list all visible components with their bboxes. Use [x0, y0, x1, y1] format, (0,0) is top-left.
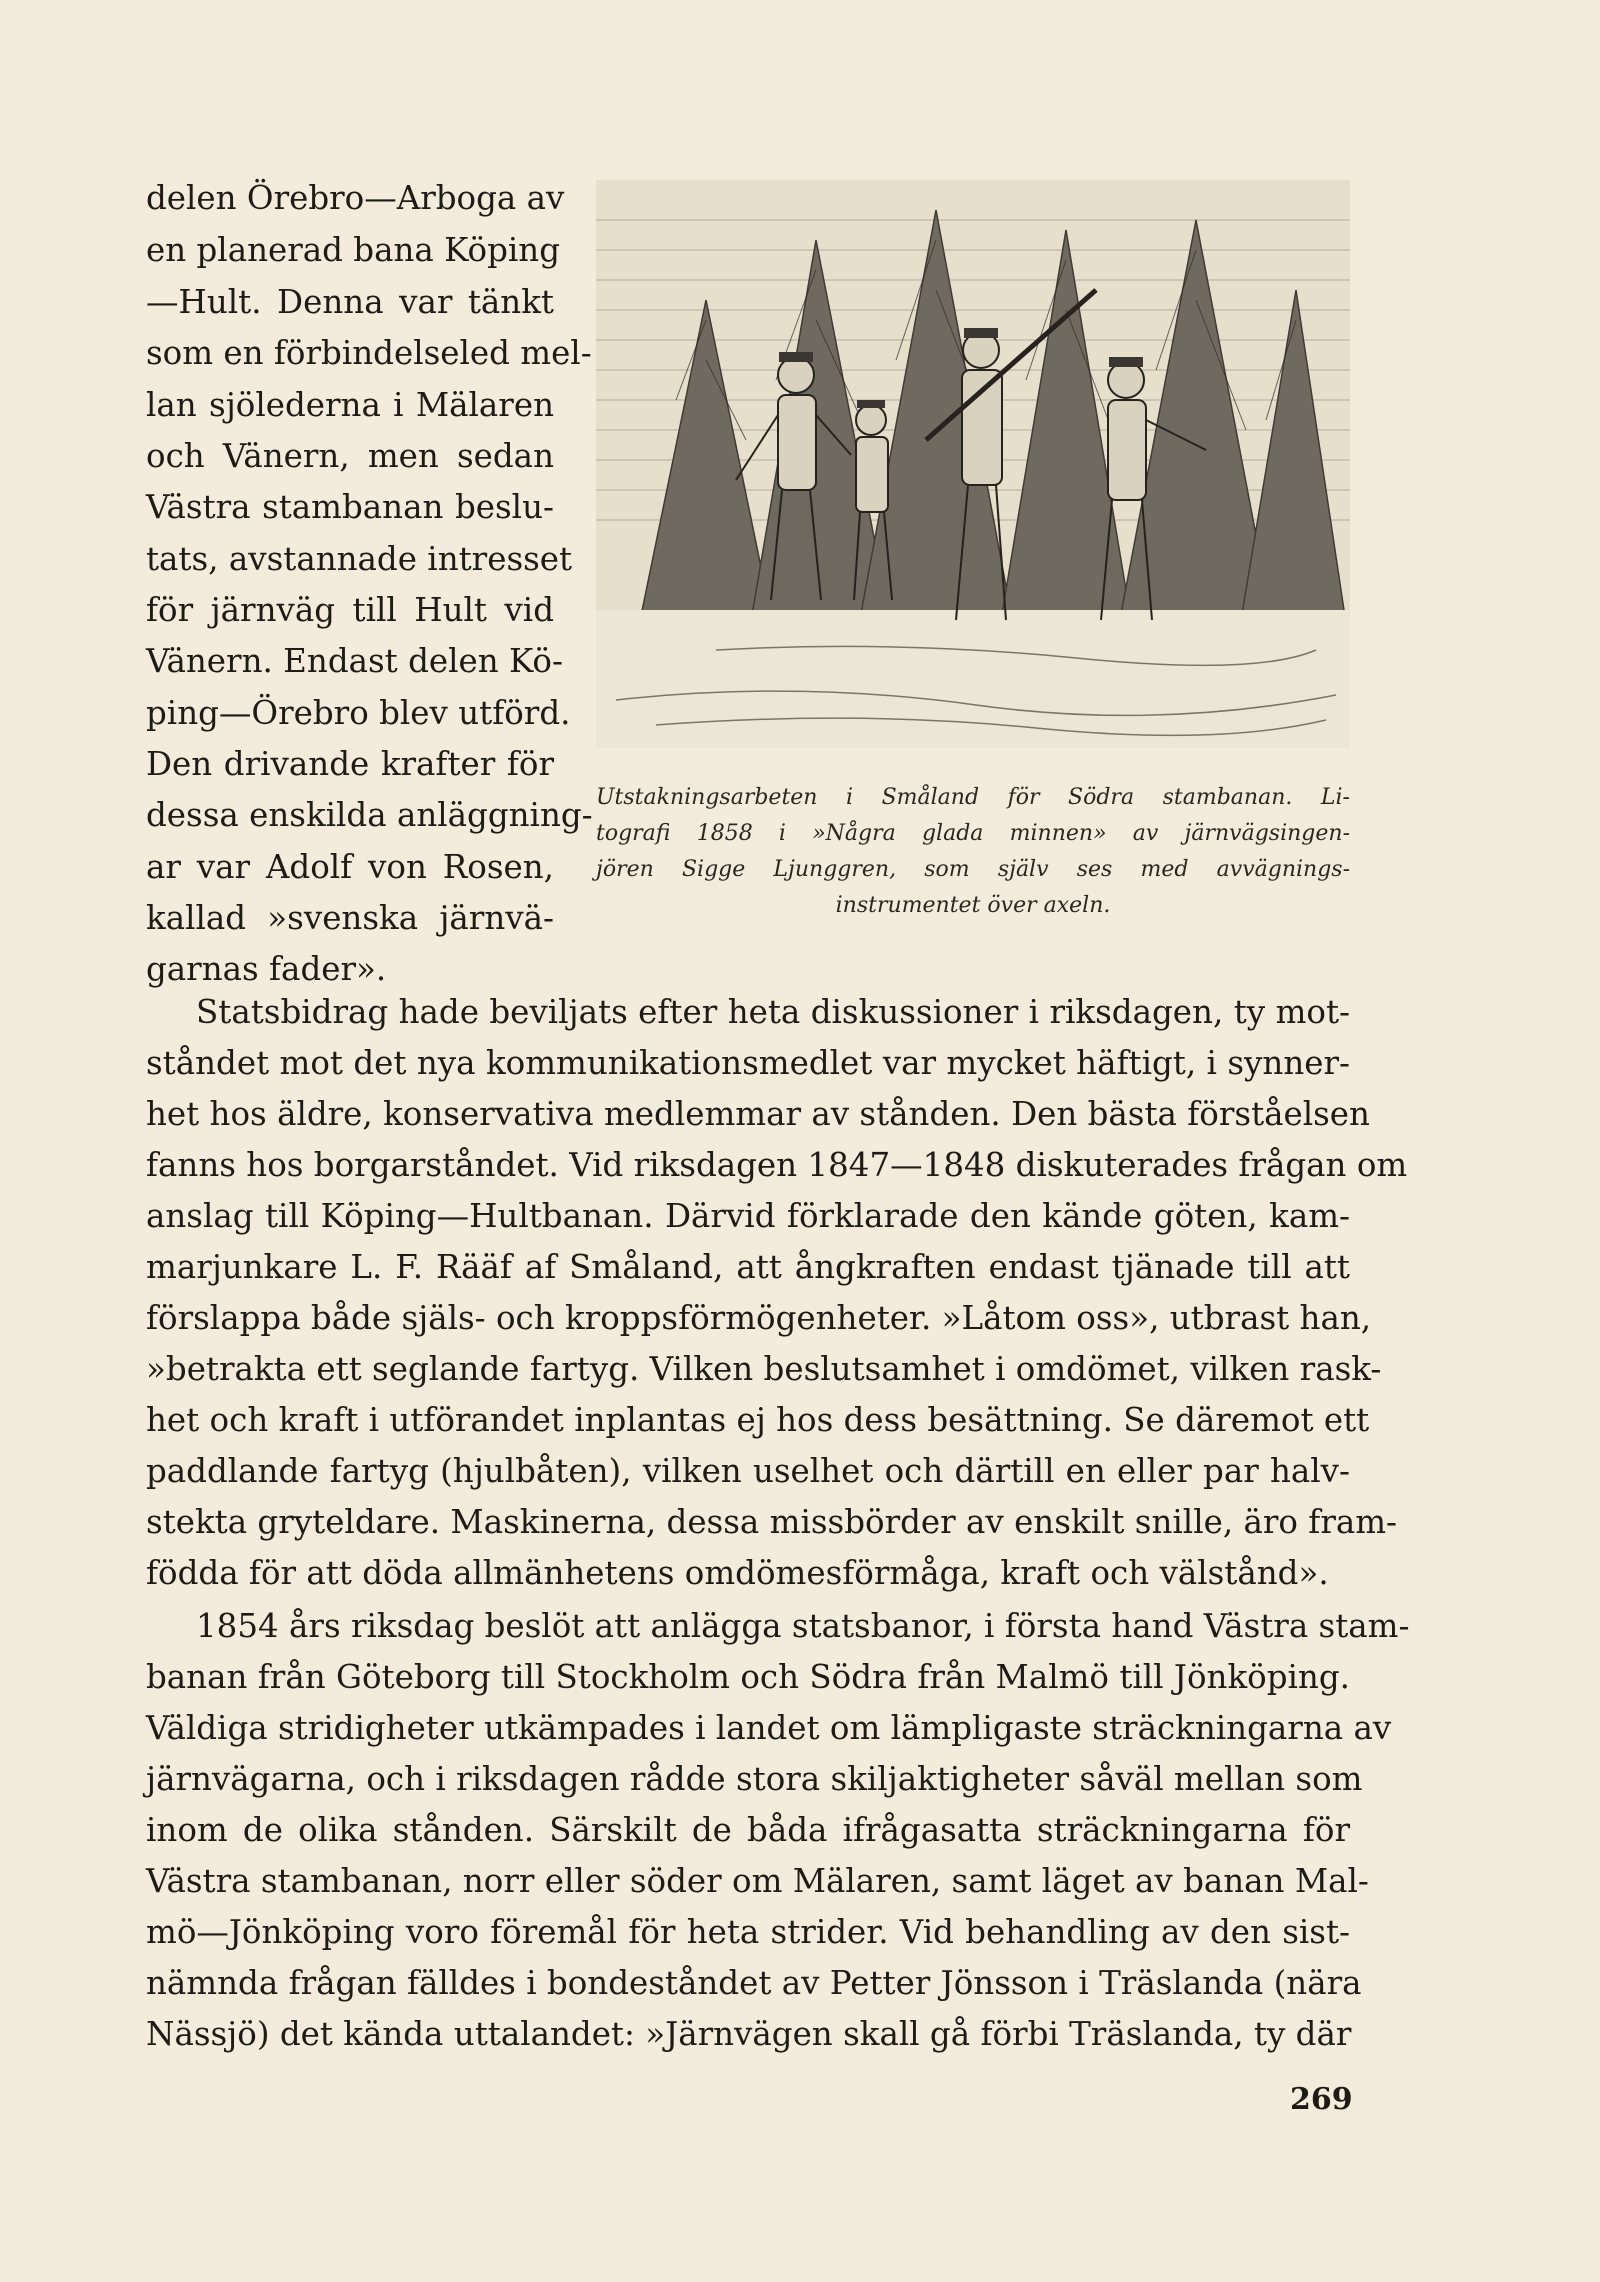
- paragraph-line: Väldiga stridigheter utkämpades i landet om lämpligaste sträckningarna av: [146, 1709, 1392, 1747]
- side-column-line: en planerad bana Köping: [146, 231, 561, 269]
- caption-line: tografi 1858 i »Några glada minnen» av järnvägsingen-: [596, 821, 1350, 846]
- paragraph-line: »betrakta ett seglande fartyg. Vilken beslutsamhet i omdömet, vilken rask-: [146, 1350, 1382, 1388]
- paragraph-line: ståndet mot det nya kommunikationsmedlet var mycket häftigt, i synner-: [146, 1044, 1350, 1082]
- caption-line: instrumentet över axeln.: [835, 893, 1111, 918]
- side-column-line: ar var Adolf von Rosen,: [146, 848, 554, 886]
- paragraph-line: Statsbidrag hade beviljats efter heta diskussioner i riksdagen, ty mot-: [196, 993, 1350, 1031]
- side-column-line: kallad »svenska järnvä-: [146, 899, 554, 937]
- side-column-line: för järnväg till Hult vid: [146, 591, 554, 629]
- paragraph-line: banan från Göteborg till Stockholm och Södra från Malmö till Jönköping.: [146, 1658, 1350, 1696]
- paragraph-line: nämnda frågan fälldes i bondeståndet av Petter Jönsson i Träslanda (nära: [146, 1964, 1362, 2002]
- side-column-line: dessa enskilda anläggning-: [146, 796, 593, 834]
- lithograph-illustration: [596, 180, 1350, 748]
- caption-line: jören Sigge Ljunggren, som själv ses med avvägnings-: [596, 857, 1350, 882]
- side-column-line: och Vänern, men sedan: [146, 437, 554, 475]
- paragraph-line: födda för att döda allmänhetens omdömesförmåga, kraft och välstånd».: [146, 1554, 1329, 1592]
- paragraph-line: 1854 års riksdag beslöt att anlägga statsbanor, i första hand Västra stam-: [196, 1607, 1410, 1645]
- lithograph-drawing: [596, 180, 1350, 748]
- side-column-line: delen Örebro—Arboga av: [146, 179, 565, 217]
- paragraph-line: stekta gryteldare. Maskinerna, dessa missbörder av enskilt snille, äro fram-: [146, 1503, 1398, 1541]
- paragraph-line: het hos äldre, konservativa medlemmar av stånden. Den bästa förståelsen: [146, 1095, 1370, 1133]
- paragraph-line: marjunkare L. F. Rääf af Småland, att ångkraften endast tjänade till att: [146, 1248, 1350, 1286]
- page-number: 269: [1290, 2082, 1353, 2117]
- paragraph-line: Nässjö) det kända uttalandet: »Järnvägen skall gå förbi Träslanda, ty där: [146, 2015, 1352, 2053]
- paragraph-line: paddlande fartyg (hjulbåten), vilken uselhet och därtill en eller par halv-: [146, 1452, 1350, 1490]
- paragraph-line: järnvägarna, och i riksdagen rådde stora skiljaktigheter såväl mellan som: [146, 1760, 1363, 1798]
- paragraph-line: fanns hos borgarståndet. Vid riksdagen 1847—1848 diskuterades frågan om: [146, 1146, 1408, 1184]
- side-column-line: lan sjölederna i Mälaren: [146, 386, 554, 424]
- side-column-line: tats, avstannade intresset: [146, 540, 573, 578]
- side-column-line: ping—Örebro blev utförd.: [146, 694, 571, 732]
- side-column-line: som en förbindelseled mel-: [146, 334, 592, 372]
- side-column-line: garnas fader».: [146, 950, 387, 988]
- side-column-line: Den drivande krafter för: [146, 745, 554, 783]
- paragraph-line: het och kraft i utförandet inplantas ej hos dess besättning. Se däremot ett: [146, 1401, 1370, 1439]
- paragraph-line: inom de olika stånden. Särskilt de båda ifrågasatta sträckningarna för: [146, 1811, 1350, 1849]
- caption-line: Utstakningsarbeten i Småland för Södra stambanan. Li-: [596, 785, 1350, 810]
- side-column-line: Västra stambanan beslu-: [146, 488, 554, 526]
- side-column-line: Vänern. Endast delen Kö-: [146, 642, 563, 680]
- side-column-line: —Hult. Denna var tänkt: [146, 283, 554, 321]
- paragraph-line: Västra stambanan, norr eller söder om Mälaren, samt läget av banan Mal-: [146, 1862, 1369, 1900]
- paragraph-line: mö—Jönköping voro föremål för heta strider. Vid behandling av den sist-: [146, 1913, 1350, 1951]
- paragraph-line: förslappa både själs- och kroppsförmögenheter. »Låtom oss», utbrast han,: [146, 1299, 1372, 1337]
- paragraph-line: anslag till Köping—Hultbanan. Därvid förklarade den kände göten, kam-: [146, 1197, 1350, 1235]
